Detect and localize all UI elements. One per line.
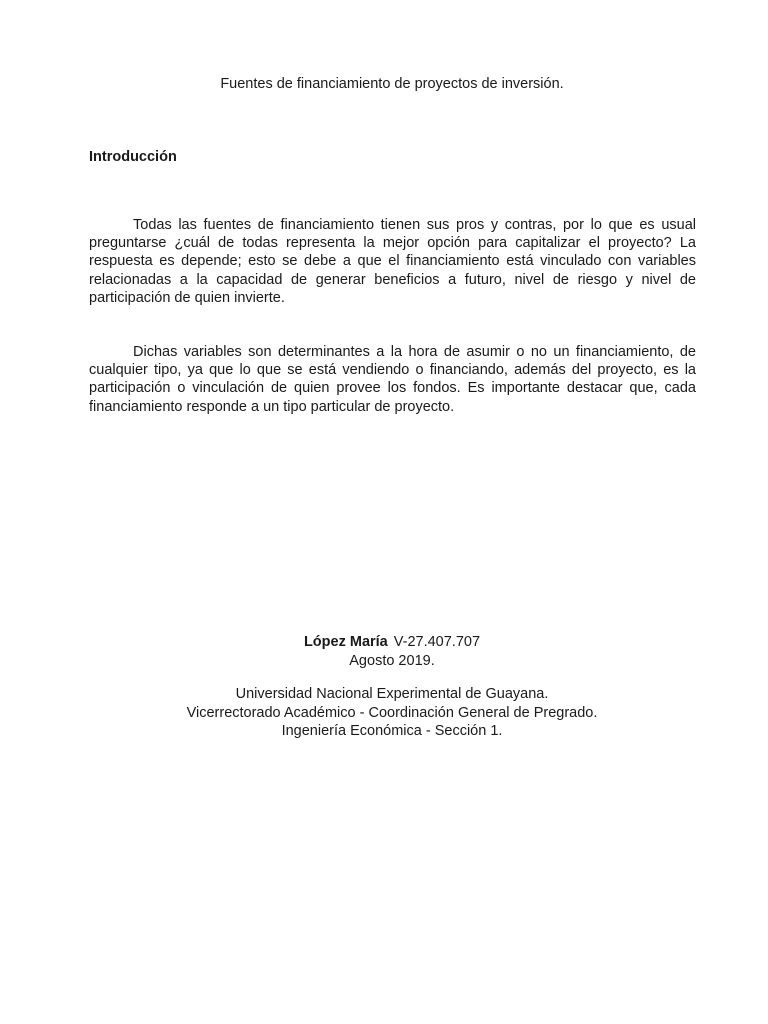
author-line bbox=[0, 633, 768, 652]
date: Agosto 2019. bbox=[349, 652, 435, 669]
department: Vicerrectorado Académico - Coordinación General de Pregrado. bbox=[186, 704, 598, 721]
paragraph-1: Todas las fuentes de financiamiento tienen sus pros y contras, por lo que es usual preguntarse ¿cuál de todas representa la mejor opción para capitalizar el proyecto? La respuesta es depende; esto se debe a que el financiamiento está vinculado con variables relacionadas a la capacidad de generar beneficios a futuro, nivel de riesgo y nivel de participación de quien invierte. bbox=[89, 217, 696, 306]
university: Universidad Nacional Experimental de Guayana. bbox=[235, 686, 549, 702]
paragraph-2: Dichas variables son determinantes a la hora de asumir o no un financiamiento, de cualquier tipo, ya que lo que se está vendiendo o financiando, además del proyecto, es la participación o vinculación de quien provee los fondos. Es importante destacar que, cada financiamiento responde a un tipo particular de proyecto. bbox=[89, 344, 696, 415]
section-heading: Introducción bbox=[89, 149, 177, 165]
signature-block bbox=[0, 633, 768, 741]
document-title: Fuentes de financiamiento de proyectos de inversión. bbox=[220, 76, 564, 92]
course: Ingeniería Económica - Sección 1. bbox=[281, 723, 503, 739]
spacer bbox=[0, 670, 768, 685]
author-id: V-27.407.707 bbox=[393, 634, 481, 650]
author-name: López María bbox=[303, 634, 388, 650]
